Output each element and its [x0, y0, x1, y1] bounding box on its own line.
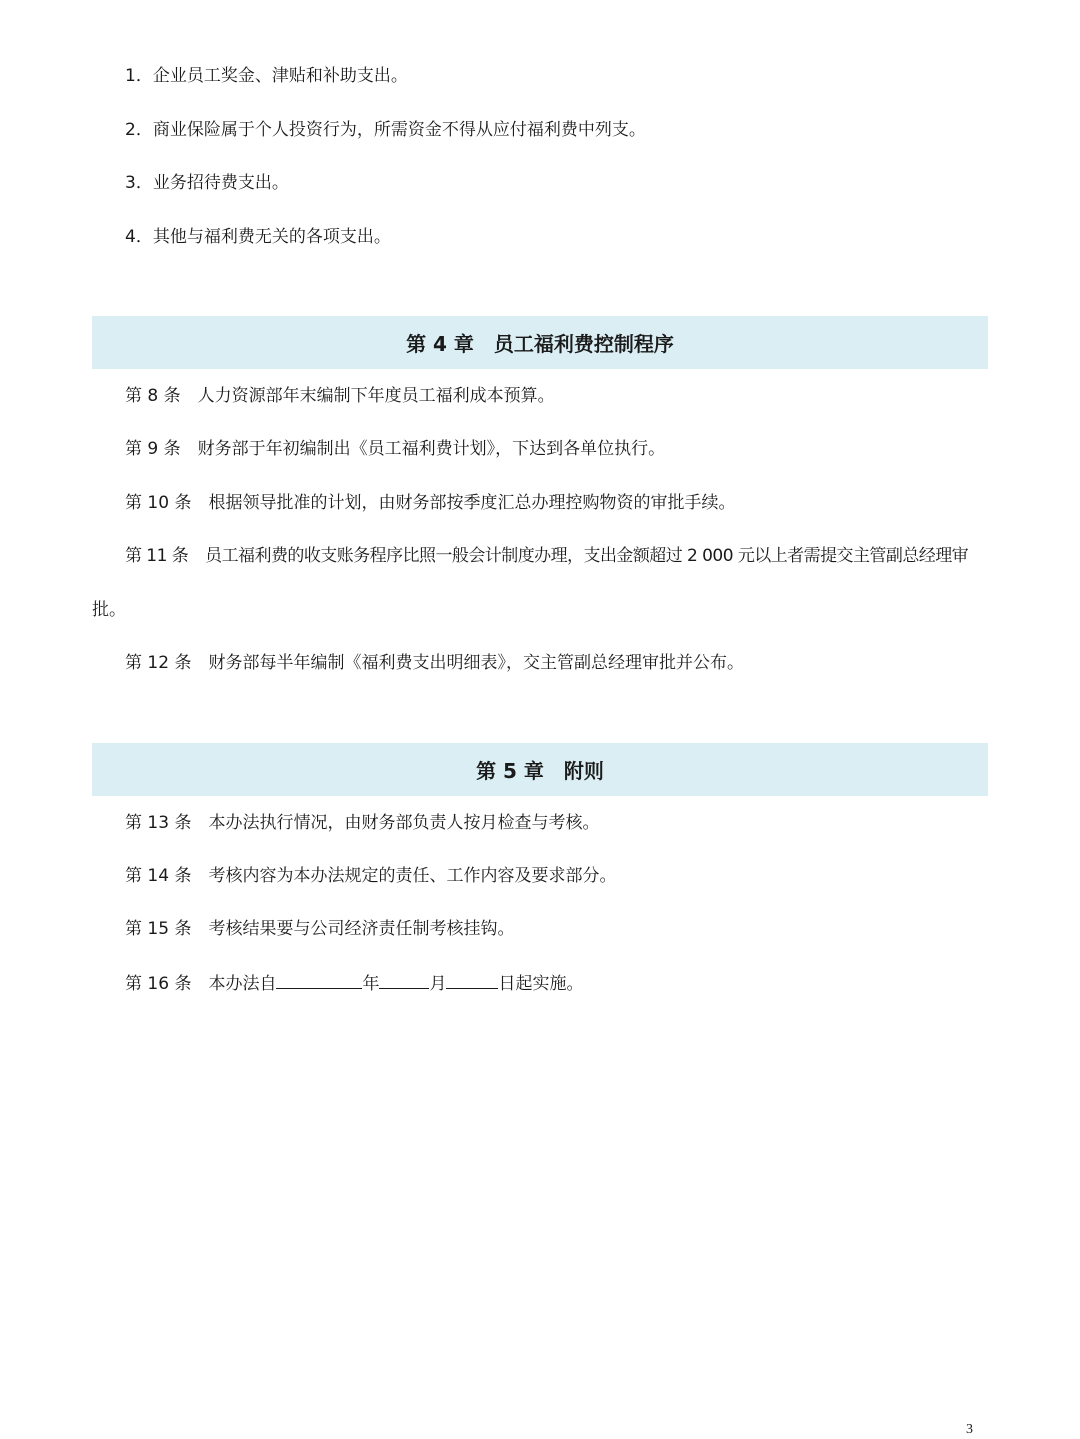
article [125, 437, 665, 461]
article [125, 971, 583, 996]
list-number: 2． [125, 120, 153, 140]
article [125, 384, 555, 408]
article-text: 员工福利费的收支账务程序比照一般会计制度办理，支出金额超过 2 000 元以上者需提交主管副总经理审 [205, 546, 969, 566]
chapter-heading [92, 743, 988, 796]
article-label: 第 13 条 [125, 813, 192, 833]
list-item [125, 225, 391, 249]
chapter-title: 员工福利费控制程序 [493, 332, 674, 356]
article-text: 根据领导批准的计划，由财务部按季度汇总办理控购物资的审批手续。 [208, 493, 736, 513]
list-number: 1． [125, 66, 153, 86]
article [125, 544, 968, 568]
article-label: 第 12 条 [125, 653, 192, 673]
article-label: 第 8 条 [125, 386, 181, 406]
day-blank [446, 971, 498, 989]
year-blank [276, 971, 362, 989]
list-text: 商业保险属于个人投资行为，所需资金不得从应付福利费中列支。 [152, 120, 646, 140]
article [125, 917, 514, 941]
list-text: 企业员工奖金、津贴和补助支出。 [152, 66, 408, 86]
list-number: 3． [125, 173, 153, 193]
article [125, 651, 744, 675]
chapter-number: 第 5 章 [476, 759, 544, 783]
article [125, 864, 616, 888]
month-blank [379, 971, 429, 989]
article-text: 本办法执行情况，由财务部负责人按月检查与考核。 [208, 813, 600, 833]
chapter-number: 第 4 章 [406, 332, 474, 356]
list-item [125, 64, 408, 88]
page-number: 3 [966, 1422, 973, 1437]
list-number: 4． [125, 227, 153, 247]
article-text: 本办法自 [208, 974, 277, 994]
list-text: 其他与福利费无关的各项支出。 [152, 227, 391, 247]
article-label: 第 16 条 [125, 974, 192, 994]
article-label: 第 11 条 [125, 546, 189, 566]
chapter-title: 附则 [563, 759, 604, 783]
article-text: 考核内容为本办法规定的责任、工作内容及要求部分。 [208, 866, 617, 886]
article-continuation: 批。 [92, 600, 126, 620]
article-label: 第 15 条 [125, 919, 192, 939]
article-text: 考核结果要与公司经济责任制考核挂钩。 [208, 919, 515, 939]
article-text: 财务部于年初编制出《员工福利费计划》，下达到各单位执行。 [197, 439, 666, 459]
chapter-heading [92, 316, 988, 369]
article-label: 第 14 条 [125, 866, 192, 886]
article-text: 财务部每半年编制《福利费支出明细表》，交主管副总经理审批并公布。 [208, 653, 744, 673]
month-label: 月 [429, 974, 447, 994]
list-text: 业务招待费支出。 [152, 173, 289, 193]
article [125, 491, 735, 515]
year-label: 年 [362, 974, 380, 994]
list-item [125, 171, 289, 195]
article-text: 人力资源部年末编制下年度员工福利成本预算。 [197, 386, 555, 406]
article-label: 第 10 条 [125, 493, 192, 513]
list-item [125, 118, 646, 142]
article-label: 第 9 条 [125, 439, 181, 459]
day-label: 日起实施。 [498, 974, 584, 994]
article [125, 811, 599, 835]
